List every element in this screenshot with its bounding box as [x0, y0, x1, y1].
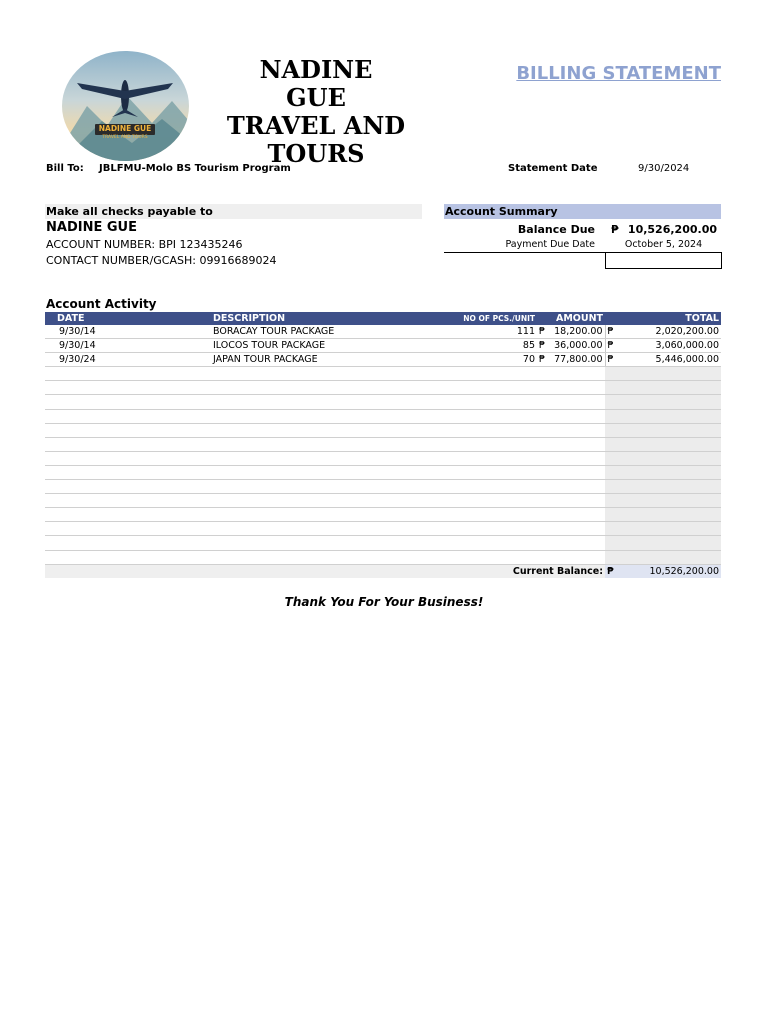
empty-row — [45, 550, 721, 564]
row-date: 9/30/24 — [45, 353, 211, 367]
company-logo — [62, 51, 189, 161]
summary-divider — [444, 252, 605, 253]
payee-name: NADINE GUE — [46, 220, 137, 235]
row-description: BORACAY TOUR PACKAGE — [211, 325, 457, 339]
table-row — [45, 325, 721, 339]
row-amount-currency: ₱ — [539, 340, 546, 352]
empty-row — [45, 536, 721, 550]
current-balance-currency: ₱ — [607, 565, 614, 577]
table-row — [45, 339, 721, 353]
statement-date-value: 9/30/2024 — [638, 163, 690, 174]
col-amount: AMOUNT — [537, 312, 605, 325]
empty-row — [45, 494, 721, 508]
row-amount: 36,000.00 — [547, 339, 605, 353]
company-name-line-2: TRAVEL AND — [226, 111, 406, 140]
empty-row — [45, 437, 721, 451]
col-description: DESCRIPTION — [211, 312, 457, 325]
row-description: JAPAN TOUR PACKAGE — [211, 353, 457, 367]
empty-row — [45, 508, 721, 522]
row-total-currency: ₱ — [605, 325, 615, 339]
row-amount: 77,800.00 — [547, 353, 605, 367]
payable-header: Make all checks payable to — [46, 205, 213, 218]
payment-due-date-label: Payment Due Date — [505, 239, 595, 250]
current-balance-label: Current Balance: — [45, 564, 605, 578]
activity-header-row — [45, 312, 721, 325]
table-row — [45, 353, 721, 367]
empty-row — [45, 395, 721, 409]
row-date: 9/30/14 — [45, 339, 211, 353]
account-activity-title: Account Activity — [46, 297, 157, 311]
row-date: 9/30/14 — [45, 325, 211, 339]
current-balance-row — [45, 564, 721, 578]
col-date: DATE — [45, 312, 211, 325]
empty-row — [45, 409, 721, 423]
row-qty: 111 — [457, 325, 537, 339]
empty-row — [45, 522, 721, 536]
company-name-line-1: NADINE GUE — [259, 55, 373, 112]
row-total-currency: ₱ — [605, 353, 615, 367]
statement-date-label: Statement Date — [508, 163, 598, 174]
row-amount: 18,200.00 — [547, 325, 605, 339]
bill-to-value: JBLFMU-Molo BS Tourism Program — [99, 163, 291, 174]
row-qty: 70 — [457, 353, 537, 367]
balance-due-currency: ₱ — [611, 223, 619, 236]
balance-due-value: 10,526,200.00 — [627, 223, 717, 236]
row-qty: 85 — [457, 339, 537, 353]
company-name — [226, 56, 406, 168]
document-title: BILLING STATEMENT — [516, 63, 721, 84]
row-total: 5,446,000.00 — [615, 353, 721, 367]
row-total: 2,020,200.00 — [615, 325, 721, 339]
row-description: ILOCOS TOUR PACKAGE — [211, 339, 457, 353]
row-amount-currency: ₱ — [539, 354, 546, 366]
empty-row — [45, 381, 721, 395]
empty-row — [45, 367, 721, 381]
row-amount-currency: ₱ — [539, 326, 546, 338]
empty-row — [45, 465, 721, 479]
airplane-logo-icon — [62, 51, 189, 161]
account-summary-header-bar — [444, 204, 721, 219]
account-summary-header: Account Summary — [445, 205, 558, 218]
empty-row — [45, 451, 721, 465]
activity-table — [45, 312, 721, 578]
bill-to-label: Bill To: — [46, 163, 84, 174]
contact-number: CONTACT NUMBER/GCASH: 09916689024 — [46, 254, 277, 267]
logo-subtext: TRAVEL AND TOURS — [102, 135, 148, 140]
payment-due-date-value: October 5, 2024 — [624, 239, 703, 250]
row-total-currency: ₱ — [605, 339, 615, 353]
payable-header-bar — [45, 204, 422, 219]
balance-due-label: Balance Due — [517, 223, 595, 236]
current-balance-value: 10,526,200.00 — [615, 564, 721, 578]
col-qty: NO OF PCS./UNIT — [457, 312, 537, 325]
row-total: 3,060,000.00 — [615, 339, 721, 353]
empty-row — [45, 480, 721, 494]
company-name-line-3: TOURS — [267, 139, 365, 168]
empty-row — [45, 423, 721, 437]
account-number: ACCOUNT NUMBER: BPI 123435246 — [46, 238, 243, 251]
thank-you-message: Thank You For Your Business! — [284, 595, 484, 609]
amount-enclosed-box[interactable] — [605, 252, 722, 269]
col-total: TOTAL — [605, 312, 721, 325]
logo-text: NADINE GUE — [98, 124, 152, 133]
